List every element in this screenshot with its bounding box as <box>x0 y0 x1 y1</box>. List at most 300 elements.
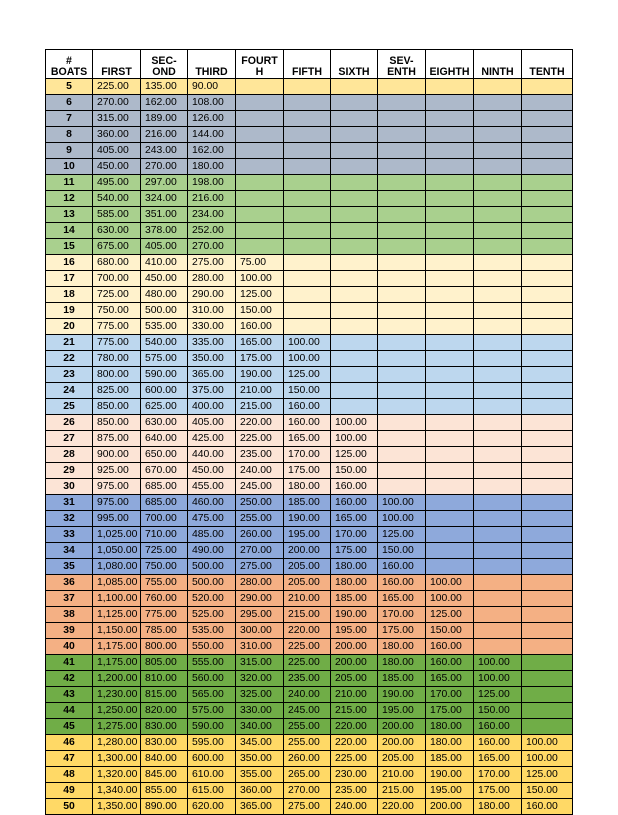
payout-cell: 185.00 <box>426 751 474 767</box>
boats-count-cell: 35 <box>46 559 93 575</box>
payout-cell: 760.00 <box>141 591 188 607</box>
payout-cell <box>331 351 378 367</box>
payout-cell <box>522 271 573 287</box>
payout-cell <box>474 399 522 415</box>
payout-cell: 855.00 <box>141 783 188 799</box>
payout-cell <box>236 143 284 159</box>
payout-cell: 162.00 <box>141 95 188 111</box>
payout-cell: 675.00 <box>93 239 141 255</box>
payout-cell <box>522 447 573 463</box>
payout-cell <box>474 495 522 511</box>
payout-cell: 135.00 <box>141 79 188 95</box>
payout-cell <box>331 271 378 287</box>
payout-cell: 340.00 <box>236 719 284 735</box>
table-row <box>46 575 573 591</box>
payout-cell: 295.00 <box>236 607 284 623</box>
payout-cell: 815.00 <box>141 687 188 703</box>
payout-cell <box>426 127 474 143</box>
payout-cell: 490.00 <box>188 543 236 559</box>
payout-cell <box>378 175 426 191</box>
payout-cell <box>474 223 522 239</box>
payout-cell <box>522 415 573 431</box>
payout-cell: 450.00 <box>93 159 141 175</box>
payout-cell <box>378 463 426 479</box>
payout-cell: 640.00 <box>141 431 188 447</box>
boats-count-cell: 9 <box>46 143 93 159</box>
table-row <box>46 399 573 415</box>
payout-cell: 125.00 <box>522 767 573 783</box>
payout-cell: 225.00 <box>284 639 331 655</box>
payout-cell: 575.00 <box>188 703 236 719</box>
payout-cell <box>236 127 284 143</box>
payout-cell <box>522 287 573 303</box>
payout-cell <box>284 319 331 335</box>
payout-cell: 1,275.00 <box>93 719 141 735</box>
payout-cell: 725.00 <box>93 287 141 303</box>
payout-cell <box>236 79 284 95</box>
payout-cell: 875.00 <box>93 431 141 447</box>
payout-cell: 220.00 <box>331 735 378 751</box>
payout-cell: 350.00 <box>236 751 284 767</box>
payout-cell: 400.00 <box>188 399 236 415</box>
payout-cell: 125.00 <box>284 367 331 383</box>
payout-cell: 170.00 <box>331 527 378 543</box>
payout-cell <box>474 143 522 159</box>
payout-cell: 625.00 <box>141 399 188 415</box>
payout-cell: 195.00 <box>426 783 474 799</box>
payout-cell: 215.00 <box>331 703 378 719</box>
boats-count-cell: 44 <box>46 703 93 719</box>
payout-cell <box>474 479 522 495</box>
header-first: FIRST <box>93 50 141 79</box>
payout-cell: 160.00 <box>426 655 474 671</box>
payout-cell: 160.00 <box>474 735 522 751</box>
boats-count-cell: 10 <box>46 159 93 175</box>
payout-cell: 125.00 <box>474 687 522 703</box>
payout-cell: 245.00 <box>236 479 284 495</box>
payout-cell <box>331 383 378 399</box>
payout-cell: 324.00 <box>141 191 188 207</box>
table-row <box>46 671 573 687</box>
payout-cell: 1,100.00 <box>93 591 141 607</box>
boats-count-cell: 27 <box>46 431 93 447</box>
payout-cell: 590.00 <box>141 367 188 383</box>
payout-cell <box>522 399 573 415</box>
boats-count-cell: 31 <box>46 495 93 511</box>
payout-cell: 830.00 <box>141 719 188 735</box>
payout-cell: 180.00 <box>426 719 474 735</box>
boats-count-cell: 33 <box>46 527 93 543</box>
payout-cell: 840.00 <box>141 751 188 767</box>
payout-cell: 785.00 <box>141 623 188 639</box>
payout-cell <box>426 559 474 575</box>
boats-count-cell: 21 <box>46 335 93 351</box>
payout-cell: 215.00 <box>236 399 284 415</box>
payout-cell: 425.00 <box>188 431 236 447</box>
payout-cell: 775.00 <box>93 319 141 335</box>
payout-cell: 210.00 <box>378 767 426 783</box>
payout-cell: 620.00 <box>188 799 236 815</box>
payout-cell <box>426 287 474 303</box>
payout-cell <box>331 367 378 383</box>
payout-cell: 485.00 <box>188 527 236 543</box>
payout-cell: 108.00 <box>188 95 236 111</box>
payout-cell: 160.00 <box>284 415 331 431</box>
payout-cell: 685.00 <box>141 479 188 495</box>
payout-cell: 750.00 <box>93 303 141 319</box>
payout-cell: 275.00 <box>188 255 236 271</box>
payout-cell: 180.00 <box>284 479 331 495</box>
payout-cell <box>522 191 573 207</box>
payout-cell: 180.00 <box>474 799 522 815</box>
payout-cell: 590.00 <box>188 719 236 735</box>
payout-cell: 189.00 <box>141 111 188 127</box>
payout-cell <box>522 527 573 543</box>
payout-cell <box>522 319 573 335</box>
payout-cell: 125.00 <box>426 607 474 623</box>
payout-cell <box>474 527 522 543</box>
payout-cell <box>522 511 573 527</box>
payout-cell: 170.00 <box>474 767 522 783</box>
payout-cell: 150.00 <box>236 303 284 319</box>
payout-cell: 180.00 <box>331 559 378 575</box>
payout-cell: 845.00 <box>141 767 188 783</box>
payout-cell: 650.00 <box>141 447 188 463</box>
payout-cell: 540.00 <box>93 191 141 207</box>
payout-cell: 190.00 <box>236 367 284 383</box>
table-row <box>46 463 573 479</box>
payout-cell: 755.00 <box>141 575 188 591</box>
payout-cell: 360.00 <box>236 783 284 799</box>
table-row <box>46 319 573 335</box>
payout-cell <box>236 207 284 223</box>
payout-cell <box>426 191 474 207</box>
payout-cell <box>426 543 474 559</box>
header-boats: # BOATS <box>46 50 93 79</box>
payout-cell <box>474 127 522 143</box>
boats-count-cell: 28 <box>46 447 93 463</box>
payout-cell: 180.00 <box>331 575 378 591</box>
payout-cell <box>426 111 474 127</box>
payout-cell: 162.00 <box>188 143 236 159</box>
payout-cell <box>426 303 474 319</box>
payout-cell: 325.00 <box>236 687 284 703</box>
payout-cell: 230.00 <box>331 767 378 783</box>
payout-cell: 780.00 <box>93 351 141 367</box>
table-row <box>46 367 573 383</box>
payout-cell: 830.00 <box>141 735 188 751</box>
payout-cell: 710.00 <box>141 527 188 543</box>
payout-cell <box>284 223 331 239</box>
payout-cell: 205.00 <box>284 559 331 575</box>
payout-cell <box>522 639 573 655</box>
payout-cell: 165.00 <box>426 671 474 687</box>
payout-cell: 925.00 <box>93 463 141 479</box>
payout-cell: 440.00 <box>188 447 236 463</box>
payout-cell: 225.00 <box>236 431 284 447</box>
boats-count-cell: 29 <box>46 463 93 479</box>
payout-cell <box>378 223 426 239</box>
payout-cell <box>236 223 284 239</box>
payout-cell: 100.00 <box>378 511 426 527</box>
payout-cell <box>331 303 378 319</box>
payout-cell <box>331 255 378 271</box>
boats-count-cell: 43 <box>46 687 93 703</box>
payout-cell: 351.00 <box>141 207 188 223</box>
payout-cell: 225.00 <box>284 655 331 671</box>
table-row <box>46 95 573 111</box>
payout-cell <box>522 351 573 367</box>
payout-cell <box>522 607 573 623</box>
payout-cell: 255.00 <box>236 511 284 527</box>
payout-cell <box>331 95 378 111</box>
payout-cell: 555.00 <box>188 655 236 671</box>
payout-cell <box>522 543 573 559</box>
payout-cell: 750.00 <box>141 559 188 575</box>
payout-cell <box>331 127 378 143</box>
header-fourth: FOURT H <box>236 50 284 79</box>
boats-count-cell: 7 <box>46 111 93 127</box>
payout-cell <box>426 319 474 335</box>
payout-cell <box>474 303 522 319</box>
table-row <box>46 175 573 191</box>
payout-cell: 150.00 <box>426 623 474 639</box>
payout-cell: 126.00 <box>188 111 236 127</box>
table-row <box>46 767 573 783</box>
boats-count-cell: 41 <box>46 655 93 671</box>
payout-cell <box>522 431 573 447</box>
boats-count-cell: 45 <box>46 719 93 735</box>
payout-cell: 200.00 <box>378 735 426 751</box>
payout-cell <box>331 159 378 175</box>
payout-cell <box>426 143 474 159</box>
payout-cell <box>522 479 573 495</box>
payout-cell: 235.00 <box>236 447 284 463</box>
payout-cell: 240.00 <box>236 463 284 479</box>
payout-cell <box>522 255 573 271</box>
payout-cell <box>522 159 573 175</box>
payout-cell <box>426 495 474 511</box>
payout-cell: 150.00 <box>331 463 378 479</box>
payout-cell <box>474 79 522 95</box>
payout-cell <box>331 287 378 303</box>
payout-cell <box>474 639 522 655</box>
payout-cell <box>426 383 474 399</box>
boats-count-cell: 40 <box>46 639 93 655</box>
table-row <box>46 335 573 351</box>
table-row <box>46 687 573 703</box>
payout-cell: 330.00 <box>236 703 284 719</box>
payout-cell: 100.00 <box>426 591 474 607</box>
payout-cell <box>474 191 522 207</box>
payout-cell: 315.00 <box>93 111 141 127</box>
table-row <box>46 207 573 223</box>
payout-cell: 1,280.00 <box>93 735 141 751</box>
payout-cell: 210.00 <box>236 383 284 399</box>
table-row <box>46 527 573 543</box>
payout-cell: 360.00 <box>93 127 141 143</box>
payout-cell <box>378 303 426 319</box>
table-row <box>46 511 573 527</box>
payout-cell: 252.00 <box>188 223 236 239</box>
table-row <box>46 143 573 159</box>
payout-cell <box>236 95 284 111</box>
table-row <box>46 223 573 239</box>
payout-cell: 255.00 <box>284 719 331 735</box>
payout-cell: 180.00 <box>378 655 426 671</box>
payout-cell: 450.00 <box>141 271 188 287</box>
payout-cell: 160.00 <box>331 479 378 495</box>
payout-cell <box>474 543 522 559</box>
table-row <box>46 495 573 511</box>
payout-cell <box>378 399 426 415</box>
table-row <box>46 271 573 287</box>
payout-cell <box>378 415 426 431</box>
payout-cell: 365.00 <box>236 799 284 815</box>
payout-cell: 125.00 <box>378 527 426 543</box>
payout-cell <box>522 463 573 479</box>
payout-cell <box>426 431 474 447</box>
payout-cell: 850.00 <box>93 415 141 431</box>
table-row <box>46 639 573 655</box>
payout-cell: 450.00 <box>188 463 236 479</box>
table-row <box>46 111 573 127</box>
payout-cell <box>331 223 378 239</box>
payout-cell <box>284 175 331 191</box>
payout-cell: 220.00 <box>378 799 426 815</box>
boats-count-cell: 47 <box>46 751 93 767</box>
payout-cell: 280.00 <box>188 271 236 287</box>
payout-cell: 975.00 <box>93 479 141 495</box>
payout-cell: 185.00 <box>284 495 331 511</box>
payout-cell: 190.00 <box>284 511 331 527</box>
boats-count-cell: 23 <box>46 367 93 383</box>
payout-cell: 200.00 <box>426 799 474 815</box>
payout-cell: 100.00 <box>522 735 573 751</box>
payout-cell <box>474 607 522 623</box>
payout-cell: 243.00 <box>141 143 188 159</box>
table-row <box>46 719 573 735</box>
payout-cell: 900.00 <box>93 447 141 463</box>
boats-count-cell: 20 <box>46 319 93 335</box>
table-row <box>46 559 573 575</box>
payout-cell: 700.00 <box>141 511 188 527</box>
payout-cell: 150.00 <box>474 703 522 719</box>
payout-cell: 275.00 <box>284 799 331 815</box>
boats-count-cell: 42 <box>46 671 93 687</box>
payout-cell: 100.00 <box>522 751 573 767</box>
payout-cell: 775.00 <box>141 607 188 623</box>
payout-cell: 125.00 <box>331 447 378 463</box>
table-body <box>46 79 573 815</box>
boats-count-cell: 30 <box>46 479 93 495</box>
payout-cell: 255.00 <box>284 735 331 751</box>
payout-cell: 290.00 <box>236 591 284 607</box>
payout-cell <box>522 95 573 111</box>
payout-cell: 270.00 <box>141 159 188 175</box>
payout-cell: 275.00 <box>236 559 284 575</box>
boats-count-cell: 16 <box>46 255 93 271</box>
boats-count-cell: 11 <box>46 175 93 191</box>
payout-cell: 535.00 <box>141 319 188 335</box>
payout-cell: 100.00 <box>474 671 522 687</box>
payout-cell <box>522 671 573 687</box>
payout-cell: 165.00 <box>284 431 331 447</box>
payout-cell: 100.00 <box>331 431 378 447</box>
boats-count-cell: 5 <box>46 79 93 95</box>
payout-cell: 310.00 <box>188 303 236 319</box>
payout-cell: 235.00 <box>331 783 378 799</box>
payout-cell <box>474 575 522 591</box>
payout-cell: 125.00 <box>236 287 284 303</box>
boats-count-cell: 48 <box>46 767 93 783</box>
boats-count-cell: 36 <box>46 575 93 591</box>
payout-cell: 670.00 <box>141 463 188 479</box>
payout-cell: 175.00 <box>378 623 426 639</box>
payout-cell <box>474 351 522 367</box>
payout-cell: 185.00 <box>378 671 426 687</box>
boats-count-cell: 24 <box>46 383 93 399</box>
boats-count-cell: 14 <box>46 223 93 239</box>
payout-cell: 205.00 <box>378 751 426 767</box>
payout-cell <box>378 447 426 463</box>
payout-cell: 378.00 <box>141 223 188 239</box>
payout-cell <box>331 399 378 415</box>
payout-cell <box>522 591 573 607</box>
payout-cell <box>522 239 573 255</box>
payout-cell: 240.00 <box>284 687 331 703</box>
payout-cell: 200.00 <box>331 639 378 655</box>
payout-cell <box>284 271 331 287</box>
payout-cell: 350.00 <box>188 351 236 367</box>
payout-cell: 775.00 <box>93 335 141 351</box>
payout-cell: 1,340.00 <box>93 783 141 799</box>
payout-cell: 615.00 <box>188 783 236 799</box>
payout-cell <box>378 431 426 447</box>
payout-cell <box>284 159 331 175</box>
payout-cell: 1,085.00 <box>93 575 141 591</box>
payout-cell <box>378 255 426 271</box>
boats-count-cell: 8 <box>46 127 93 143</box>
payout-cell: 185.00 <box>331 591 378 607</box>
table-row <box>46 479 573 495</box>
payout-cell <box>378 95 426 111</box>
payout-cell <box>284 111 331 127</box>
payout-cell: 685.00 <box>141 495 188 511</box>
table-row <box>46 751 573 767</box>
payout-cell <box>426 351 474 367</box>
payout-cell: 215.00 <box>378 783 426 799</box>
payout-cell: 310.00 <box>236 639 284 655</box>
boats-count-cell: 50 <box>46 799 93 815</box>
payout-cell: 160.00 <box>378 575 426 591</box>
payout-cell <box>522 655 573 671</box>
payout-cell <box>522 79 573 95</box>
payout-cell: 195.00 <box>331 623 378 639</box>
payout-cell <box>426 175 474 191</box>
payout-cell: 175.00 <box>474 783 522 799</box>
payout-cell <box>236 191 284 207</box>
table-row <box>46 383 573 399</box>
payout-cell: 100.00 <box>426 575 474 591</box>
payout-cell <box>378 287 426 303</box>
boats-count-cell: 32 <box>46 511 93 527</box>
payout-cell: 1,230.00 <box>93 687 141 703</box>
payout-cell <box>474 463 522 479</box>
payout-cell: 500.00 <box>188 559 236 575</box>
payout-cell: 890.00 <box>141 799 188 815</box>
boats-count-cell: 39 <box>46 623 93 639</box>
